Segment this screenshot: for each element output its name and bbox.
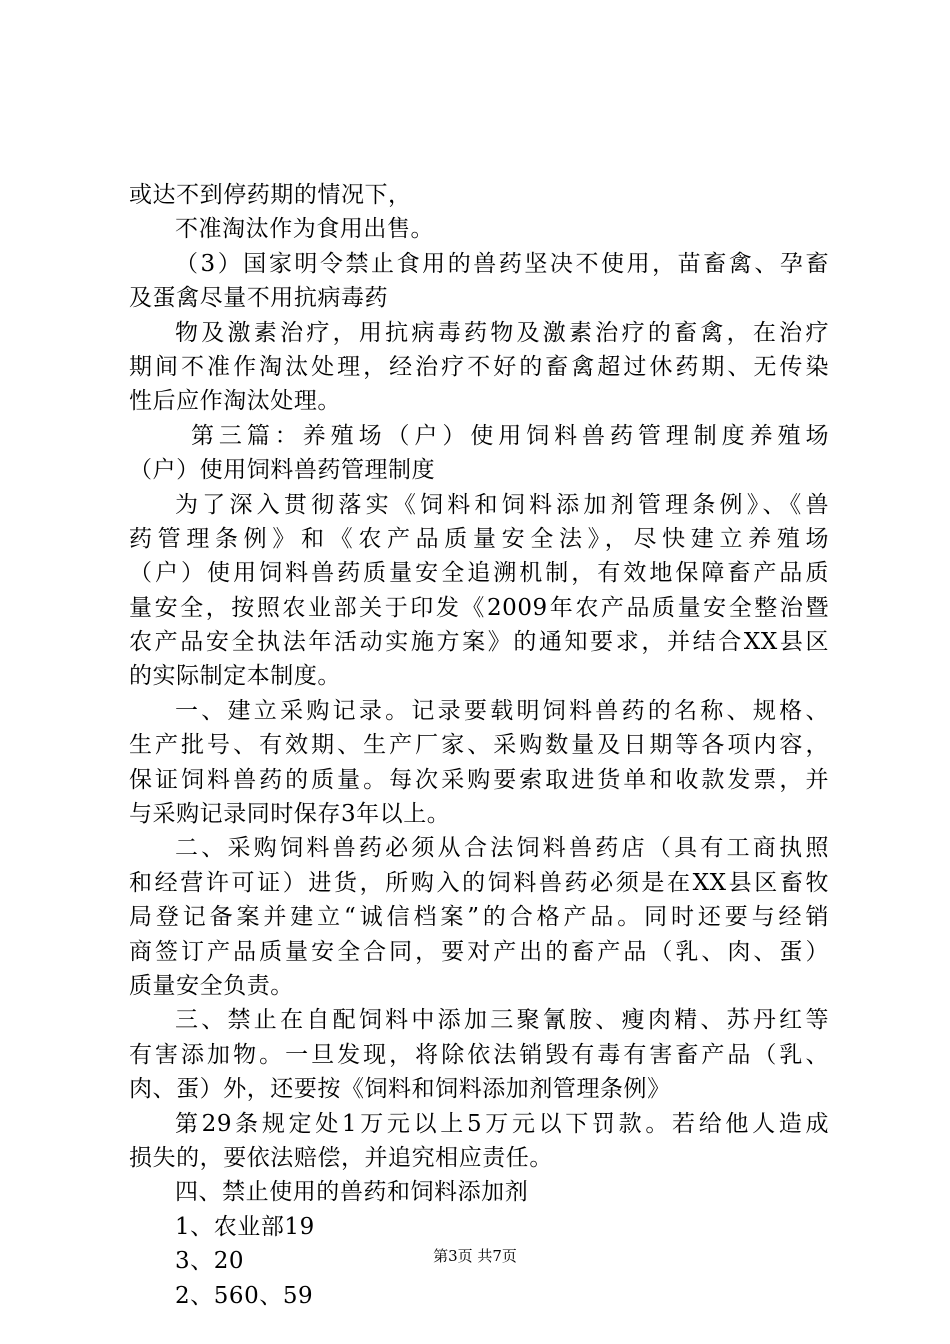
text-line: （户）使用饲料兽药质量安全追溯机制，有效地保障畜产品质 [129, 560, 829, 587]
text-line: 商签订产品质量安全合同，要对产出的畜产品（乳、肉、蛋） [129, 938, 829, 965]
text-line: 为了深入贯彻落实《饲料和饲料添加剂管理条例》、《兽 [175, 491, 829, 518]
text-line: 肉、蛋）外，还要按《饲料和饲料添加剂管理条例》 [129, 1076, 671, 1103]
text-line: 药管理条例》和《农产品质量安全法》，尽快建立养殖场 [129, 525, 829, 552]
text-line: 第29条规定处1万元以上5万元以下罚款。若给他人造成 [175, 1110, 829, 1137]
text-line: 和经营许可证）进货，所购入的饲料兽药必须是在XX县区畜牧 [129, 869, 829, 896]
page-number-footer: 第3页 共7页 [433, 1247, 517, 1265]
list-item: 2、560、59 [175, 1282, 314, 1309]
text-line: 农产品安全执法年活动实施方案》的通知要求，并结合XX县区 [129, 629, 829, 656]
text-line: 物及激素治疗，用抗病毒药物及激素治疗的畜禽，在治疗 [175, 319, 829, 346]
text-line: （3）国家明令禁止食用的兽药坚决不使用，苗畜禽、孕畜 [175, 250, 829, 277]
text-line: 量安全，按照农业部关于印发《2009年农产品质量安全整治暨 [129, 594, 829, 621]
text-line: 局登记备案并建立“诚信档案”的合格产品。同时还要与经销 [129, 904, 829, 931]
text-line: 性后应作淘汰处理。 [129, 388, 341, 415]
text-line: 生产批号、有效期、生产厂家、采购数量及日期等各项内容， [129, 732, 829, 759]
document-body [129, 178, 829, 1313]
section-heading: （户）使用饲料兽药管理制度 [129, 457, 436, 484]
text-line: 及蛋禽尽量不用抗病毒药 [129, 285, 389, 312]
text-line: 损失的，要依法赔偿，并追究相应责任。 [129, 1144, 553, 1171]
text-line: 四、禁止使用的兽药和饲料添加剂 [175, 1179, 529, 1206]
text-line: 与采购记录同时保存3年以上。 [129, 801, 451, 828]
text-line: 三、禁止在自配饲料中添加三聚氰胺、瘦肉精、苏丹红等 [175, 1007, 829, 1034]
section-heading: 第三篇：养殖场（户）使用饲料兽药管理制度养殖场 [191, 422, 829, 449]
list-item: 1、农业部19 [175, 1213, 315, 1240]
text-line: 的实际制定本制度。 [129, 663, 341, 690]
text-line: 保证饲料兽药的质量。每次采购要索取进货单和收款发票，并 [129, 766, 829, 793]
text-line: 有害添加物。一旦发现，将除依法销毁有毒有害畜产品（乳、 [129, 1041, 829, 1068]
text-line: 一、建立采购记录。记录要载明饲料兽药的名称、规格、 [175, 697, 829, 724]
text-line: 质量安全负责。 [129, 972, 294, 999]
text-line: 或达不到停药期的情况下， [129, 182, 412, 208]
text-line: 不准淘汰作为食用出售。 [175, 216, 435, 243]
text-line: 二、采购饲料兽药必须从合法饲料兽药店（具有工商执照 [175, 835, 829, 862]
text-line: 期间不准作淘汰处理，经治疗不好的畜禽超过休药期、无传染 [129, 353, 829, 380]
list-item: 3、20 [175, 1248, 245, 1275]
